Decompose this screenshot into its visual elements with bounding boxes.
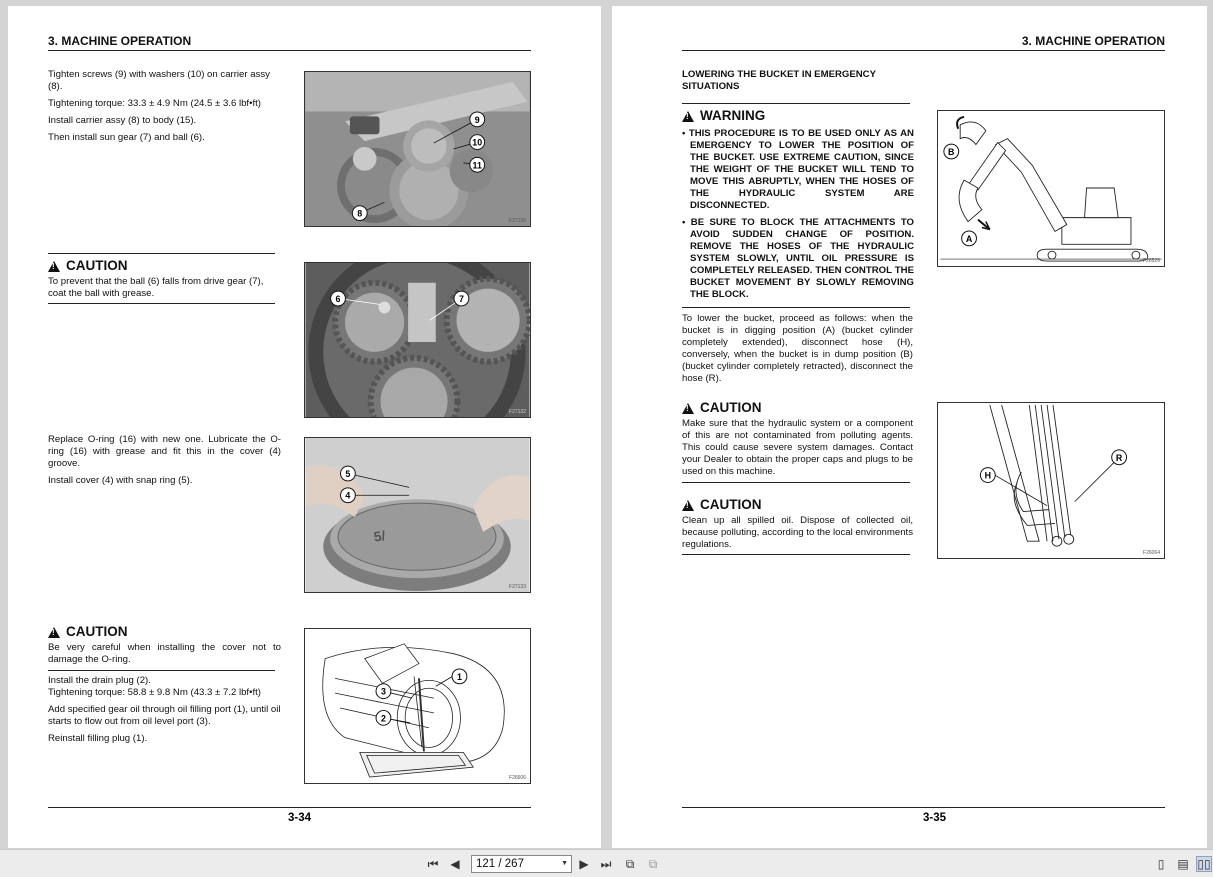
- prev-page-icon[interactable]: ◀: [450, 857, 460, 871]
- cover-install-photo: [305, 438, 530, 592]
- figure-code: F26526: [1143, 258, 1160, 264]
- section-title: LOWERING THE BUCKET IN EMERGENCY SITUATIONS: [682, 69, 876, 92]
- single-page-view-icon[interactable]: ▯: [1157, 857, 1165, 871]
- warning-title: WARNING: [700, 108, 766, 123]
- warning-bullet: • THIS PROCEDURE IS TO BE USED ONLY AS AN EMERGENCY TO LOWER THE POSITION OF THE BUCKET. USE EXTREME CAUTION, SINCE THE WEIGHT OF THE BUCKET WILL TEND TO MOVE THIS ABRUPTLY, WHEN THE HOSES OF THE HYDRAULIC SYSTEM ARE DISCONNECTED.: [682, 128, 914, 211]
- callout-2: 2: [380, 713, 386, 724]
- caution-box: [682, 400, 913, 483]
- callout-H: H: [984, 470, 992, 481]
- callout-A: A: [965, 233, 973, 244]
- page-number: 3-34: [288, 812, 312, 824]
- callout-3: 3: [380, 686, 386, 697]
- two-page-view-icon[interactable]: ▯▯: [1197, 857, 1211, 871]
- last-page-icon[interactable]: ⏭: [600, 856, 612, 871]
- caution-bottom-rule: [682, 554, 910, 555]
- callout-B: B: [948, 146, 955, 157]
- callout-7: 7: [458, 293, 464, 304]
- callout-1: 1: [456, 671, 462, 682]
- warning-triangle-icon: [682, 500, 694, 511]
- instruction-block-3: [48, 675, 281, 750]
- warning-triangle-icon: [48, 627, 60, 638]
- caution-bottom-rule: [682, 482, 910, 483]
- instruction-block-2: [48, 434, 281, 492]
- left-page: [8, 6, 601, 848]
- instruction-block-1: [48, 69, 281, 149]
- sun-gear-photo: [305, 263, 530, 417]
- caution-text: Be very careful when installing the cover not to damage the O-ring.: [48, 642, 281, 665]
- callout-R: R: [1115, 452, 1123, 463]
- excavator-drawing: [938, 111, 1164, 266]
- oil-filling-drawing: [305, 629, 530, 783]
- footer-rule: [48, 807, 531, 808]
- carrier-assembly-photo: [305, 72, 530, 226]
- viewer-toolbar: [0, 849, 1213, 877]
- figure-oil-filling: [304, 628, 531, 784]
- callout-6: 6: [335, 293, 341, 304]
- figure-cover-install: [304, 437, 531, 593]
- caution-title: CAUTION: [66, 258, 128, 273]
- warning-heading: [682, 108, 914, 124]
- callout-8: 8: [357, 208, 363, 219]
- page-number: 3-35: [923, 812, 947, 824]
- copy-icon[interactable]: ⧉: [648, 856, 658, 871]
- paragraph: Tightening torque: 58.8 ± 9.8 Nm (43.3 ± 7.2 lbf•ft): [48, 687, 261, 698]
- continuous-view-icon[interactable]: ▤: [1177, 857, 1189, 871]
- header-rule: [48, 50, 531, 51]
- caution-box: [682, 497, 913, 556]
- figure-code: F27130: [509, 218, 526, 224]
- caution-text: To prevent that the ball (6) falls from drive gear (7), coat the ball with grease.: [48, 276, 264, 299]
- caution-heading: [682, 400, 913, 416]
- warning-box: [682, 108, 914, 306]
- warning-triangle-icon: [682, 403, 694, 414]
- svg-text:5/: 5/: [372, 527, 387, 545]
- right-page: [612, 6, 1207, 848]
- caution-top-rule: [48, 253, 275, 254]
- caution-heading: [682, 497, 913, 513]
- procedure-text: To lower the bucket, proceed as follows: when the bucket is in digging position (A) (bucket cylinder completely extended), disconnect hose (H), conversely, when the bucket is in dump position (B) (bucket cylinder completely retracted), disconnect the hose (R).: [682, 313, 913, 384]
- paragraph: Install cover (4) with snap ring (5).: [48, 475, 193, 486]
- callout-9: 9: [474, 114, 480, 125]
- paragraph: Install carrier assy (8) to body (15).: [48, 115, 197, 126]
- caution-bottom-rule: [48, 303, 275, 304]
- figure-carrier-assembly: [304, 71, 531, 227]
- first-page-icon[interactable]: ⏮: [427, 856, 439, 871]
- caution-box: [48, 624, 281, 671]
- caution-heading: [48, 624, 281, 640]
- figure-hoses: [937, 402, 1165, 559]
- page-header: 3. MACHINE OPERATION: [1021, 34, 1165, 48]
- caution-title: CAUTION: [700, 497, 762, 512]
- callout-5: 5: [345, 468, 351, 479]
- caution-text: Clean up all spilled oil. Dispose of collected oil, because polluting, according to the local environments regulations.: [682, 515, 913, 550]
- page-indicator: 121 / 267: [476, 858, 524, 870]
- caution-title: CAUTION: [66, 624, 128, 639]
- warning-bullet-text: BE SURE TO BLOCK THE ATTACHMENTS TO AVOID SUDDEN CHANGE OF POSITION. REMOVE THE HOSES OF THE HYDRAULIC SYSTEM SLOWLY, UNTIL OIL PRESSURE IS COMPLETELY RELEASED. THEN CONTROL THE BUCKET MOVEMENT BY SLOWLY REMOVING THE BLOCK.: [690, 217, 914, 300]
- paragraph: Reinstall filling plug (1).: [48, 733, 148, 744]
- paragraph: Add specified gear oil through oil filling port (1), until oil starts to flow out from oil level port (3).: [48, 704, 281, 727]
- paragraph: Then install sun gear (7) and ball (6).: [48, 132, 205, 143]
- caution-title: CAUTION: [700, 400, 762, 415]
- caution-heading: [48, 258, 281, 274]
- next-page-icon[interactable]: ▶: [579, 857, 589, 871]
- header-rule: [682, 50, 1165, 51]
- page-header: 3. MACHINE OPERATION: [48, 34, 192, 48]
- warning-triangle-icon: [48, 261, 60, 272]
- callout-10: 10: [472, 137, 483, 148]
- callout-11: 11: [472, 160, 482, 171]
- paragraph: Install the drain plug (2).: [48, 675, 151, 686]
- footer-rule: [682, 807, 1165, 808]
- paragraph: Tighten screws (9) with washers (10) on carrier assy (8).: [48, 69, 270, 92]
- figure-code: F26064: [1143, 550, 1160, 556]
- paragraph: Tightening torque: 33.3 ± 4.9 Nm (24.5 ± 3.6 lbf•ft): [48, 98, 261, 109]
- page-number-field[interactable]: [471, 855, 572, 873]
- caution-box: [48, 258, 281, 305]
- warning-triangle-icon: [682, 111, 694, 122]
- caution-bottom-rule: [48, 670, 275, 671]
- hoses-drawing: [938, 403, 1164, 558]
- figure-excavator: [937, 110, 1165, 267]
- paragraph: Replace O-ring (16) with new one. Lubricate the O-ring (16) with grease and fit this in the cover (4) groove.: [48, 434, 281, 469]
- callout-4: 4: [345, 490, 351, 501]
- rotate-icon[interactable]: ⧉: [625, 856, 635, 871]
- figure-sun-gear: [304, 262, 531, 418]
- chevron-down-icon[interactable]: ▼: [561, 860, 568, 867]
- warning-bullet: • BE SURE TO BLOCK THE ATTACHMENTS TO AVOID SUDDEN CHANGE OF POSITION. REMOVE THE HOSES OF THE HYDRAULIC SYSTEM SLOWLY, UNTIL OIL PRESSURE IS COMPLETELY RELEASED. THEN CONTROL THE BUCKET MOVEMENT BY SLOWLY REMOVING THE BLOCK.: [682, 217, 914, 300]
- figure-code: F26606: [509, 775, 526, 781]
- figure-code: F27132: [509, 409, 526, 415]
- title-rule: [682, 103, 910, 104]
- figure-code: F27133: [509, 584, 526, 590]
- caution-text: Make sure that the hydraulic system or a component of this are not contaminated from polluting agents. This could cause severe system damages. Contact your Dealer to obtain the proper caps and plugs to be used on this machine.: [682, 418, 913, 477]
- warning-bullet-text: THIS PROCEDURE IS TO BE USED ONLY AS AN EMERGENCY TO LOWER THE POSITION OF THE BUCKET. USE EXTREME CAUTION, SINCE THE WEIGHT OF THE BUCKET WILL TEND TO MOVE THIS ABRUPTLY, WHEN THE HOSES OF THE HYDRAULIC SYSTEM ARE DISCONNECTED.: [688, 128, 914, 211]
- warning-bottom-rule: [682, 307, 910, 308]
